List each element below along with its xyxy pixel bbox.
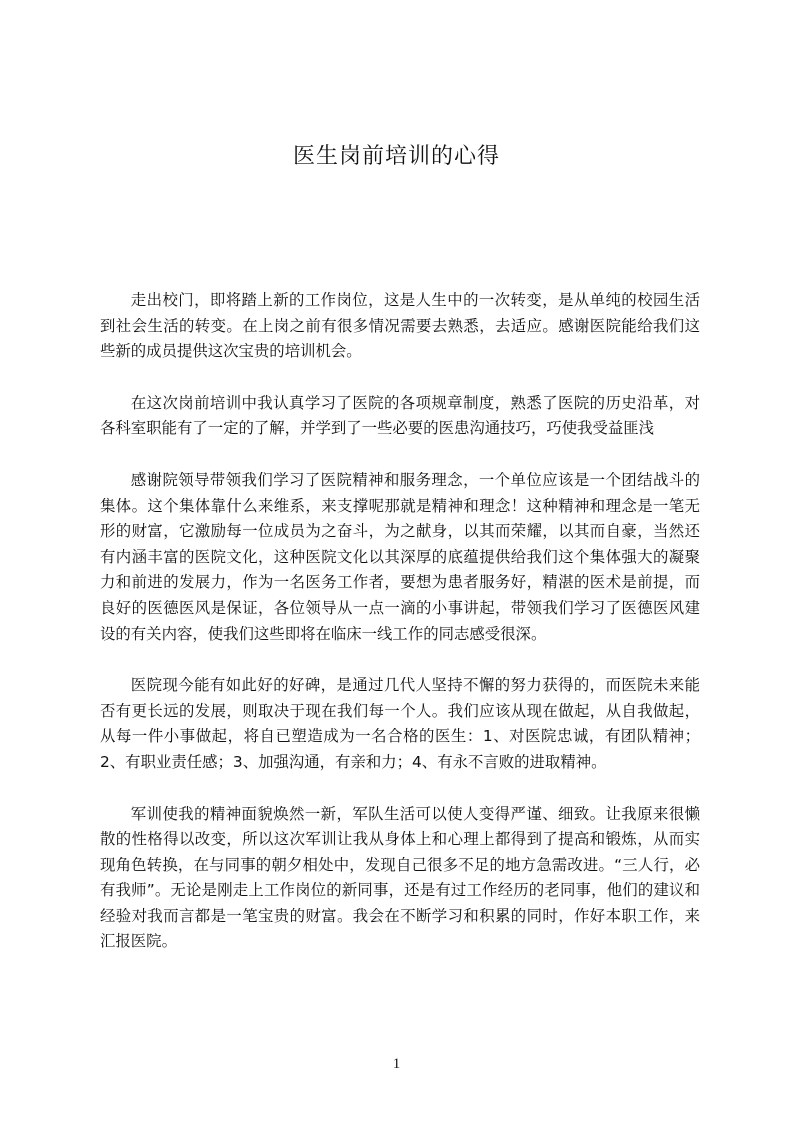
page-number: 1 bbox=[392, 1056, 401, 1072]
document-body bbox=[100, 288, 700, 981]
paragraph-3: 感谢院领导带领我们学习了医院精神和服务理念，一个单位应该是一个团结战斗的集体。这个集体靠什么来维系，来支撑呢那就是精神和理念！这种精神和理念是一笔无形的财富，它激励每一位成员为之奋斗，为之献身，以其而荣耀，以其而自豪，当然还有内涵丰富的医院文化，这种医院文化以其深厚的底蕴提供给我们这个集体强大的凝聚力和前进的发展力，作为一名医务工作者，要想为患者服务好，精湛的医术是前提，而良好的医德医风是保证，各位领导从一点一滴的小事讲起，带领我们学习了医德医风建设的有关内容，使我们这些即将在临床一线工作的同志感受很深。 bbox=[100, 470, 700, 643]
paragraph-2: 在这次岗前培训中我认真学习了医院的各项规章制度，熟悉了医院的历史沿革，对各科室职能有了一定的了解，并学到了一些必要的医患沟通技巧，巧使我受益匪浅 bbox=[100, 393, 700, 438]
document-title: 医生岗前培训的心得 bbox=[292, 144, 500, 169]
paragraph-4: 医院现今能有如此好的好碑，是通过几代人坚持不懈的努力获得的，而医院未来能否有更长远的发展，则取决于现在我们每一个人。我们应该从现在做起，从自我做起，从每一件小事做起，将自已塑造成为一名合格的医生：1、对医院忠诚，有团队精神；2、有职业责任感；3、加强沟通，有亲和力；4、有永不言败的进取精神。 bbox=[100, 676, 700, 771]
paragraph-1: 走出校门，即将踏上新的工作岗位，这是人生中的一次转变，是从单纯的校园生活到社会生活的转变。在上岗之前有很多情况需要去熟悉，去适应。感谢医院能给我们这些新的成员提供这次宝贵的培训机会。 bbox=[100, 291, 700, 361]
paragraph-5: 军训使我的精神面貌焕然一新，军队生活可以使人变得严谨、细致。让我原来很懒散的性格得以改变，所以这次军训让我从身体上和心理上都得到了提高和锻炼，从而实现角色转换，在与同事的朝夕相处中，发现自己很多不足的地方急需改进。“三人行，必有我师”。无论是刚走上工作岗位的新同事，还是有过工作经历的老同事，他们的建议和经验对我而言都是一笔宝贵的财富。我会在不断学习和积累的同时，作好本职工作，来汇报医院。 bbox=[100, 804, 700, 951]
